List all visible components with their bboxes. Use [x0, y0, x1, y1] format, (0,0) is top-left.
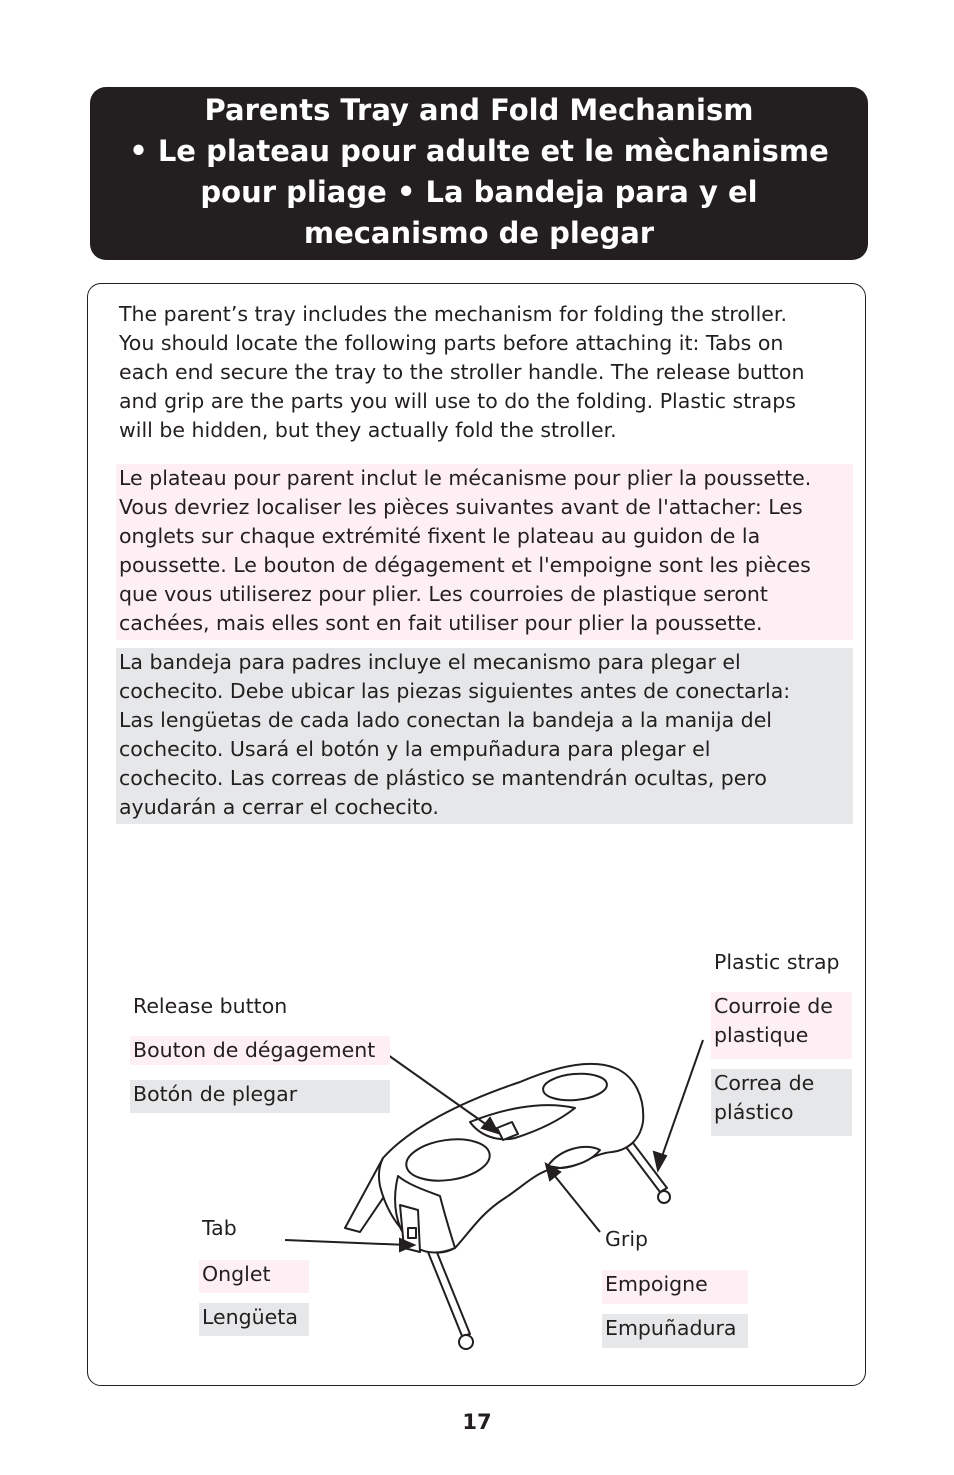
text-line: each end secure the tray to the stroller handle. The release button — [119, 360, 805, 384]
title-line-1: Parents Tray and Fold Mechanism — [204, 93, 754, 127]
text-line: cochecito. Debe ubicar las piezas siguientes antes de conectarla: — [119, 679, 791, 703]
left-leg — [428, 1250, 470, 1336]
grip-label-fr: Empoigne — [602, 1270, 748, 1304]
text-line: cachées, mais elles sont en fait utiliser pour plier la poussette. — [119, 611, 763, 635]
title-line-4: mecanismo de plegar — [303, 216, 655, 250]
tab-leader — [285, 1240, 408, 1245]
strap-leader — [660, 1040, 703, 1162]
left-leg-end — [459, 1335, 473, 1349]
text-line: Le plateau pour parent inclut le mécanisme pour plier la poussette. — [119, 466, 812, 490]
release-label-fr: Bouton de dégagement — [130, 1036, 390, 1065]
right-leg-end — [658, 1191, 670, 1203]
release-label-es: Botón de plegar — [130, 1080, 390, 1113]
release-label-en: Release button — [133, 994, 288, 1018]
page-number: 17 — [462, 1410, 492, 1434]
grip-leader — [550, 1170, 600, 1232]
strap-label-fr — [711, 992, 852, 1059]
text-line: ayudarán a cerrar el cochecito. — [119, 795, 439, 819]
title-line-2: • Le plateau pour adulte et le mèchanisme — [129, 134, 829, 168]
strap-label-fr-line: plastique — [714, 1023, 809, 1047]
tab-slot — [408, 1228, 416, 1238]
text-line: will be hidden, but they actually fold the stroller. — [119, 418, 617, 442]
text-line: You should locate the following parts before attaching it: Tabs on — [119, 331, 784, 355]
text-line: Las lengüetas de cada lado conectan la bandeja a la manija del — [119, 708, 772, 732]
tab-label-en: Tab — [202, 1216, 237, 1240]
text-line: poussette. Le bouton de dégagement et l'empoigne sont les pièces — [119, 553, 811, 577]
strap-label-fr-line: Courroie de — [714, 994, 833, 1018]
text-line: La bandeja para padres incluye el mecanismo para plegar el — [119, 650, 741, 674]
strap-label-es-line: Correa de — [714, 1071, 815, 1095]
text-line: The parent’s tray includes the mechanism for folding the stroller. — [119, 302, 787, 326]
text-line: cochecito. Las correas de plástico se mantendrán ocultas, pero — [119, 766, 767, 790]
text-line: cochecito. Usará el botón y la empuñadura para plegar el — [119, 737, 711, 761]
strap-label-es — [711, 1069, 852, 1136]
strap-label-en: Plastic strap — [714, 950, 840, 974]
text-line: onglets sur chaque extrémité fixent le plateau au guidon de la — [119, 524, 761, 548]
text-line: and grip are the parts you will use to do the folding. Plastic straps — [119, 389, 796, 413]
text-line: Vous devriez localiser les pièces suivantes avant de l'attacher: Les — [119, 495, 803, 519]
text-line: que vous utiliserez pour plier. Les courroies de plastique seront — [119, 582, 768, 606]
grip-label-en: Grip — [605, 1227, 649, 1251]
tab-label-es: Lengüeta — [199, 1303, 309, 1336]
strap-arrowhead — [654, 1152, 666, 1170]
tab-label-fr: Onglet — [199, 1260, 309, 1293]
title-line-3: pour pliage • La bandeja para y el — [200, 175, 758, 209]
grip-label-es: Empuñadura — [602, 1314, 748, 1348]
strap-label-es-line: plástico — [714, 1100, 794, 1124]
